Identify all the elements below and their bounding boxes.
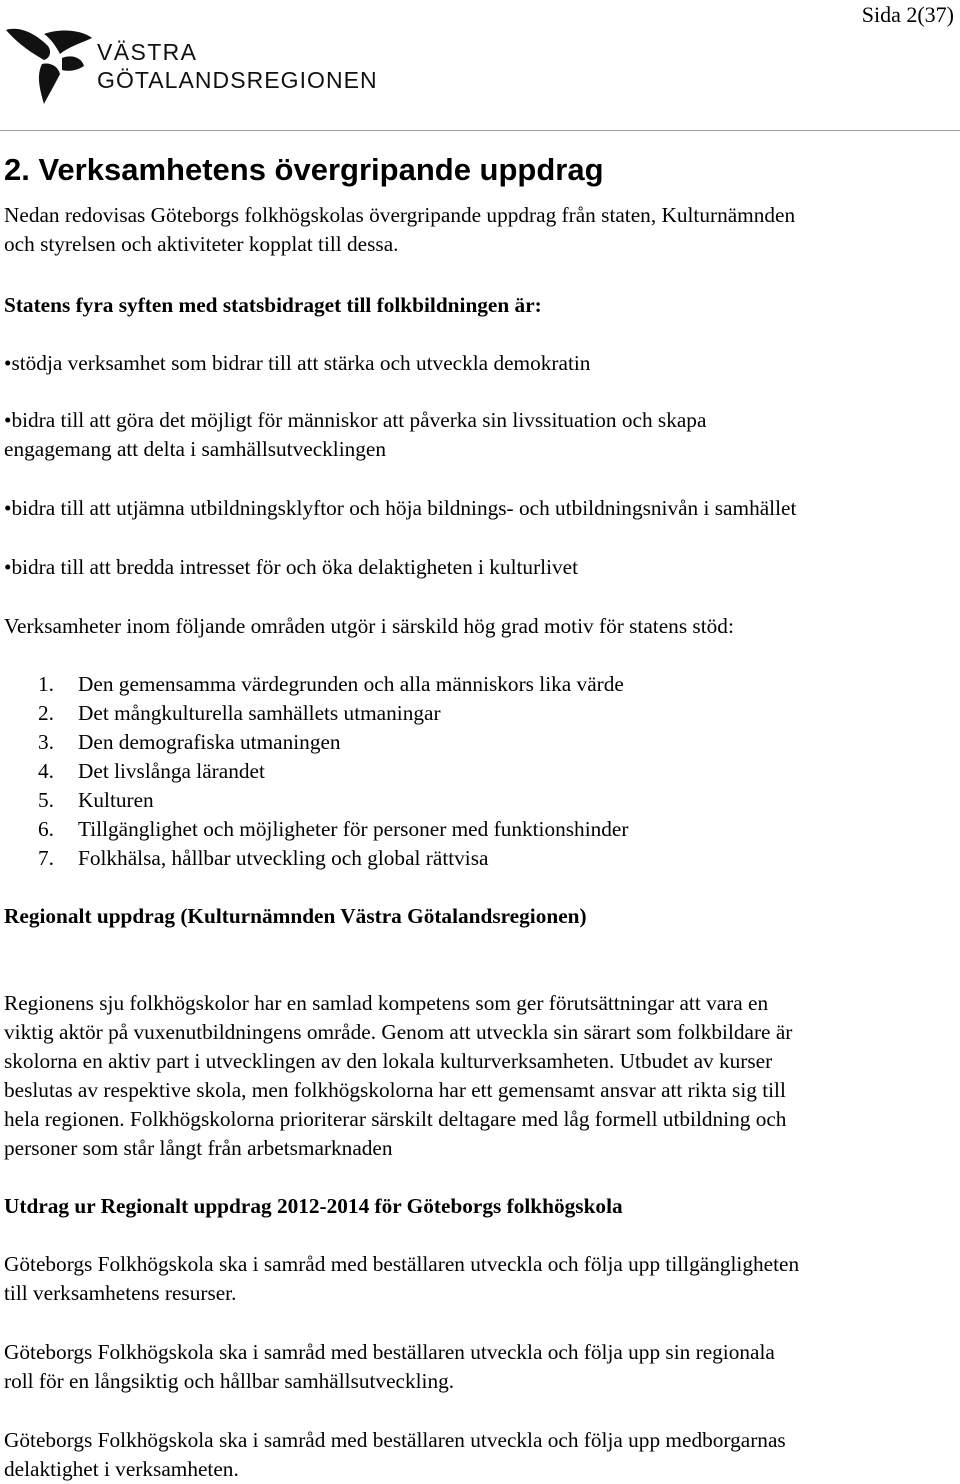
list-text: Det mångkulturella samhällets utmaningar [78,701,441,725]
list-item [38,844,628,873]
list-text: Kulturen [78,788,154,812]
list-text: Folkhälsa, hållbar utveckling och global rättvisa [78,846,489,870]
list-item [38,757,628,786]
intro-line: Nedan redovisas Göteborgs folkhögskolas övergripande uppdrag från staten, Kulturnämnden [4,203,796,227]
excerpt-line: Göteborgs Folkhögskola ska i samråd med beställaren utveckla och följa upp sin regionala [4,1340,775,1364]
list-item [38,786,628,815]
list-text: Den demografiska utmaningen [78,730,341,754]
motives-list [38,670,628,873]
motives-intro: Verksamheter inom följande områden utgör i särskild hög grad motiv för statens stöd: [4,614,734,638]
list-item [38,699,628,728]
logo-line-2: GÖTALANDSREGIONEN [97,67,378,93]
list-item [38,815,628,844]
intro-line: och styrelsen och aktiviteter kopplat till dessa. [4,232,399,256]
regional-text-line: viktig aktör på vuxenutbildningens område. Genom att utveckla sin särart som folkbildare är [4,1020,793,1044]
list-item [38,670,628,699]
purpose-item: •bidra till att göra det möjligt för människor att påverka sin livssituation och skapa [4,408,707,432]
regional-text-line: beslutas av respektive skola, men folkhögskolorna har ett gemensamt ansvar att rikta sig till [4,1078,786,1102]
page-number: Sida 2(37) [861,2,954,27]
excerpt-line: till verksamhetens resurser. [4,1281,237,1305]
list-number: 3. [38,730,54,754]
excerpt-heading: Utdrag ur Regionalt uppdrag 2012-2014 för Göteborgs folkhögskola [4,1194,623,1218]
list-item [38,728,628,757]
list-number: 2. [38,701,54,725]
list-text: Den gemensamma värdegrunden och alla människors lika värde [78,672,624,696]
regional-heading: Regionalt uppdrag (Kulturnämnden Västra Götalandsregionen) [4,904,587,928]
logo-emblem-icon [4,24,94,106]
list-number: 6. [38,817,54,841]
vastra-gotalandsregionen-logo [4,24,394,106]
list-number: 5. [38,788,54,812]
purpose-item-continued: engagemang att delta i samhällsutvecklingen [4,437,387,461]
list-number: 7. [38,846,54,870]
excerpt-line: Göteborgs Folkhögskola ska i samråd med beställaren utveckla och följa upp tillgängligheten [4,1252,800,1276]
regional-text-line: Regionens sju folkhögskolor har en samlad kompetens som ger förutsättningar att vara en [4,991,769,1015]
section-heading: 2. Verksamhetens övergripande uppdrag [4,152,604,187]
list-text: Tillgänglighet och möjligheter för personer med funktionshinder [78,817,629,841]
list-number: 4. [38,759,54,783]
regional-text-line: hela regionen. Folkhögskolorna prioriterar särskilt deltagare med låg formell utbildning och [4,1107,787,1131]
logo-line-1: VÄSTRA [97,39,198,65]
excerpt-line: roll för en långsiktig och hållbar samhällsutveckling. [4,1369,455,1393]
excerpt-line: delaktighet i verksamheten. [4,1457,239,1481]
state-purposes-heading: Statens fyra syften med statsbidraget till folkbildningen är: [4,293,542,317]
purpose-item: •bidra till att utjämna utbildningsklyftor och höja bildnings- och utbildningsnivån i samhället [4,496,797,520]
regional-text-line: personer som står långt från arbetsmarknaden [4,1136,393,1160]
excerpt-line: Göteborgs Folkhögskola ska i samråd med beställaren utveckla och följa upp medborgarnas [4,1428,786,1452]
list-number: 1. [38,672,54,696]
purpose-item: •bidra till att bredda intresset för och öka delaktigheten i kulturlivet [4,555,579,579]
regional-text-line: skolorna en aktiv part i utvecklingen av den lokala kulturverksamheten. Utbudet av kurser [4,1049,773,1073]
header-divider [0,130,960,131]
list-text: Det livslånga lärandet [78,759,265,783]
purpose-item: •stödja verksamhet som bidrar till att stärka och utveckla demokratin [4,351,591,375]
